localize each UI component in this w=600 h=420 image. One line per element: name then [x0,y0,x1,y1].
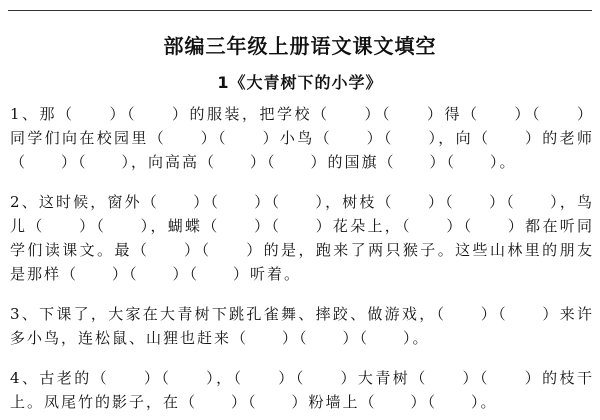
paragraph-1: 1、那（ ）（ ）的服装，把学校（ ）（ ）得（ ）（ ）同学们向在校园里（ ）（ ）小鸟（ ）（ ），向（ ）的老师（ ）（ ），向高高（ ）（ ）的国旗（ ）（ ）。 [10,105,594,171]
paragraph-2: 2、这时候，窗外（ ）（ ）（ ），树枝（ ）（ ）（ ），鸟儿（ ）（ ），蝴蝶（ ）（ ）花朵上，（ ）（ ）都在听同学们读课文。最（ ）（ ）的是，跑来了两只猴子。这些山林里的朋友是那样（ ）（ ）（ ）听着。 [10,193,594,283]
page-title: 部编三年级上册语文课文填空 [163,34,437,58]
top-rule [8,10,592,11]
paragraph-3: 3、下课了，大家在大青树下跳孔雀舞、摔跤、做游戏，（ ）（ ）来许多小鸟，连松鼠、山狸也赶来（ ）（ ）（ ）。 [10,305,594,347]
paragraph-4: 4、古老的（ ）（ ），（ ）（ ）大青树（ ）（ ）的枝干上。凤尾竹的影子，在（ ）（ ）粉墙上（ ）（ ）。 [10,369,594,411]
lesson-title: 1《大青树下的小学》 [217,73,383,92]
